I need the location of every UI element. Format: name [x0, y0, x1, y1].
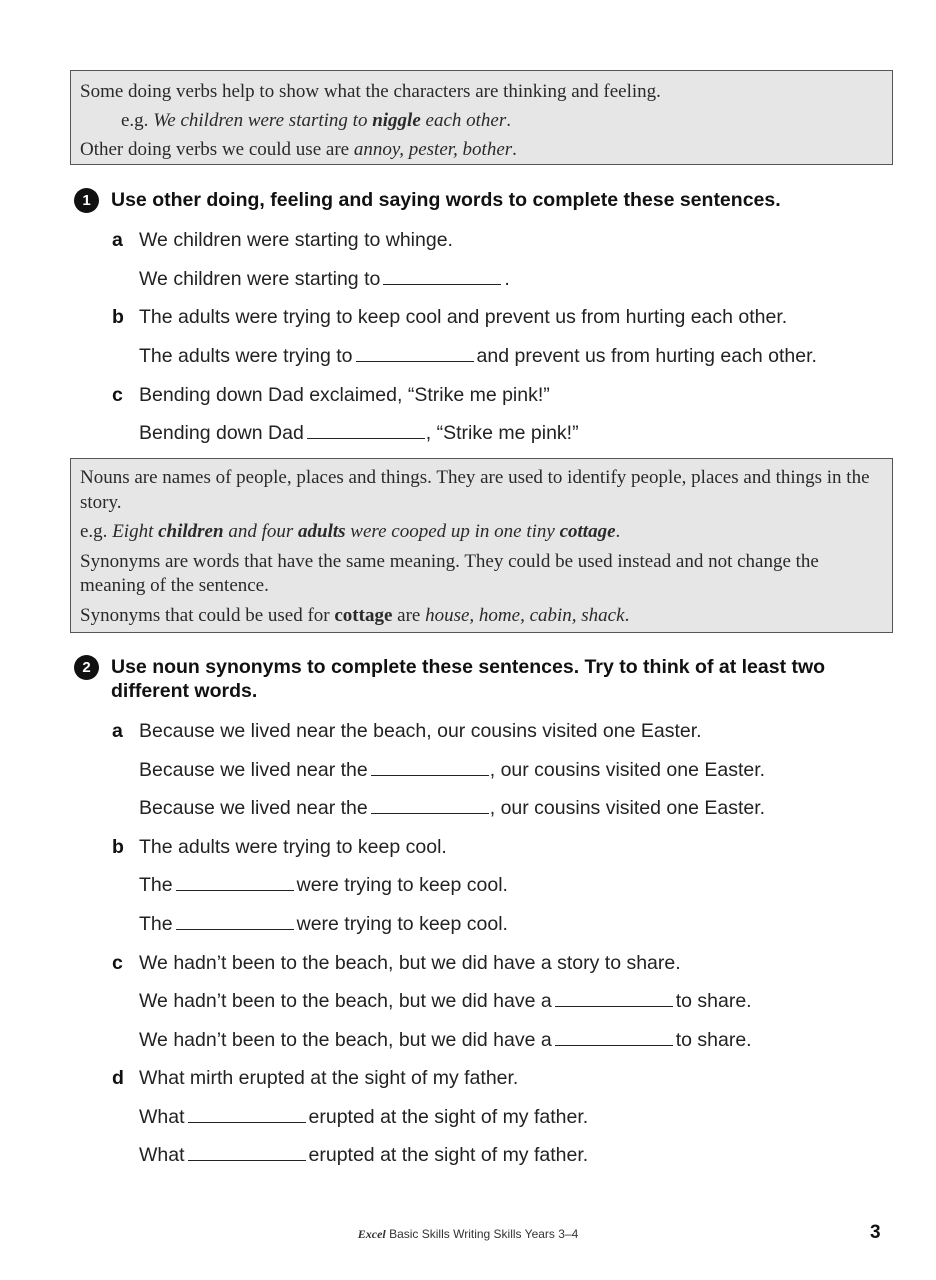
- page-number: 3: [870, 1222, 881, 1243]
- rewrite-sentence: We hadn’t been to the beach, but we did have a to share.: [139, 990, 752, 1012]
- original-sentence: The adults were trying to keep cool and prevent us from hurting each other.: [139, 306, 788, 328]
- question-number-badge: 1: [74, 188, 99, 213]
- footer: [0, 1227, 936, 1242]
- info-box-nouns: [70, 458, 893, 633]
- original-sentence: What mirth erupted at the sight of my father.: [139, 1067, 519, 1089]
- rewrite-sentence: We children were starting to .: [139, 268, 510, 290]
- original-sentence: Because we lived near the beach, our cousins visited one Easter.: [139, 720, 702, 742]
- rewrite-sentence: The were trying to keep cool.: [139, 913, 508, 935]
- info-text: Synonyms that could be used for cottage are house, home, cabin, shack.: [80, 604, 630, 626]
- example-line: e.g. We children were starting to niggle each other.: [121, 110, 511, 131]
- rewrite-sentence: Bending down Dad , “Strike me pink!”: [139, 422, 579, 444]
- answer-blank[interactable]: [176, 912, 294, 930]
- rewrite-sentence: The adults were trying to and prevent us from hurting each other.: [139, 345, 817, 367]
- answer-blank[interactable]: [188, 1143, 306, 1161]
- info-text: Other doing verbs we could use are annoy, pester, bother.: [80, 139, 517, 160]
- item-letter: b: [112, 306, 124, 328]
- rewrite-sentence: What erupted at the sight of my father.: [139, 1144, 589, 1166]
- answer-blank[interactable]: [176, 873, 294, 891]
- original-sentence: The adults were trying to keep cool.: [139, 836, 447, 858]
- answer-blank[interactable]: [555, 1028, 673, 1046]
- info-box-doing-verbs: [70, 70, 893, 165]
- original-sentence: Bending down Dad exclaimed, “Strike me pink!”: [139, 384, 550, 406]
- brand-logo: Excel: [357, 1227, 386, 1241]
- item-letter: c: [112, 952, 123, 974]
- original-sentence: We hadn’t been to the beach, but we did have a story to share.: [139, 952, 681, 974]
- item-letter: d: [112, 1067, 124, 1089]
- rewrite-sentence: What erupted at the sight of my father.: [139, 1106, 589, 1128]
- answer-blank[interactable]: [371, 796, 489, 814]
- info-text: Some doing verbs help to show what the characters are thinking and feeling.: [80, 81, 661, 102]
- answer-blank[interactable]: [188, 1105, 306, 1123]
- item-letter: c: [112, 384, 123, 406]
- question-prompt: Use other doing, feeling and saying words to complete these sentences.: [111, 189, 781, 211]
- rewrite-sentence: The were trying to keep cool.: [139, 874, 508, 896]
- item-letter: a: [112, 720, 123, 742]
- info-text: Synonyms are words that have the same meaning. They could be used instead and not change the meaning of the sentence.: [80, 550, 819, 596]
- rewrite-sentence: Because we lived near the , our cousins visited one Easter.: [139, 759, 766, 781]
- question-number-badge: 2: [74, 655, 99, 680]
- book-title: Basic Skills Writing Skills Years 3–4: [389, 1227, 579, 1241]
- answer-blank[interactable]: [371, 758, 489, 776]
- rewrite-sentence: We hadn’t been to the beach, but we did have a to share.: [139, 1029, 752, 1051]
- original-sentence: We children were starting to whinge.: [139, 229, 453, 251]
- answer-blank[interactable]: [555, 989, 673, 1007]
- item-letter: a: [112, 229, 123, 251]
- answer-blank[interactable]: [383, 267, 501, 285]
- question-prompt: Use noun synonyms to complete these sentences. Try to think of at least two different words.: [111, 656, 826, 702]
- answer-blank[interactable]: [356, 344, 474, 362]
- rewrite-sentence: Because we lived near the , our cousins visited one Easter.: [139, 797, 766, 819]
- example-line: e.g. Eight children and four adults were cooped up in one tiny cottage.: [80, 521, 621, 542]
- answer-blank[interactable]: [307, 421, 425, 439]
- item-letter: b: [112, 836, 124, 858]
- info-text: Nouns are names of people, places and things. They are used to identify people, places and things in the story.: [80, 467, 870, 513]
